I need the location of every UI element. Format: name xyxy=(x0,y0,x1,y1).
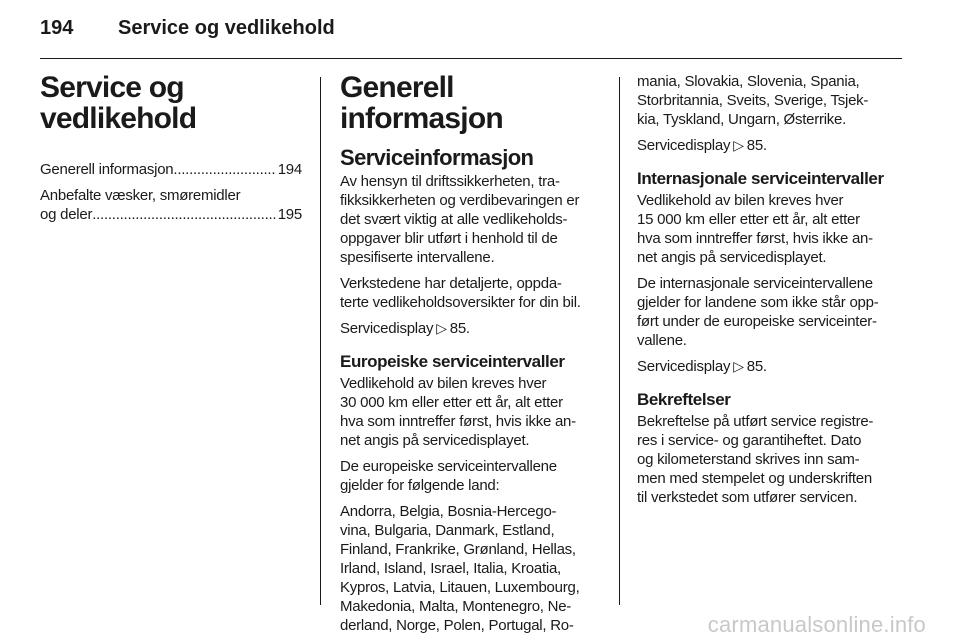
table-of-contents xyxy=(40,160,302,224)
country-list-continued: mania, Slovakia, Slovenia, Spania, Storbritannia, Sveits, Sverige, Tsjek- kia, Tyskland, Ungarn, Østerrike. xyxy=(637,73,869,128)
column-1 xyxy=(40,72,302,231)
paragraph: Av hensyn til driftssikkerheten, tra- fikksikkerheten og verdibevaringen er det svært viktig at alle vedlikeholds- oppgaver blir utført i henhold til de spesifiserte intervallene. xyxy=(340,173,580,266)
toc-leader xyxy=(173,160,275,179)
section-heading-general: Generell informasjon xyxy=(340,71,503,135)
subheading-service-info: Serviceinformasjon xyxy=(340,145,534,170)
toc-page: 195 xyxy=(277,206,302,223)
column-divider-1 xyxy=(320,77,321,605)
page-header xyxy=(40,14,902,42)
triangle-right-icon: ▷ xyxy=(733,137,744,153)
paragraph: De europeiske serviceintervallene gjelder for følgende land: xyxy=(340,458,557,494)
toc-leader xyxy=(92,205,276,224)
chapter-title: Service og vedlikehold xyxy=(118,17,335,39)
toc-entry-general-info[interactable]: Generell informasjon ..... 194 xyxy=(40,160,302,179)
xref-servicedisplay[interactable]: Servicedisplay ▷ 85. xyxy=(637,358,767,375)
triangle-right-icon: ▷ xyxy=(733,358,744,374)
page-number: 194 xyxy=(40,17,74,39)
paragraph: Vedlikehold av bilen kreves hver 30 000 km eller etter ett år, alt etter hva som inntreffer først, hvis ikke an- net angis på servicedisplayet. xyxy=(340,375,576,449)
country-list: Andorra, Belgia, Bosnia-Hercego- vina, Bulgaria, Danmark, Estland, Finland, Frankrike, Grønland, Hellas, Irland, Island, Israel, Italia, Kroatia, Kypros, Latvia, Litauen, Luxembourg, Makedonia, Malta, Montenegro, Ne- derland, Norge, Polen, Portugal, Ro- xyxy=(340,503,580,634)
paragraph: Bekreftelse på utført service registre- res i service- og garantiheftet. Dato og kilometerstand skrives inn sam- men med stempelet og underskriften til verkstedet som utfører servicen. xyxy=(637,413,874,506)
paragraph: De internasjonale serviceintervallene gjelder for landene som ikke står opp- ført under de europeiske serviceinter- vallene. xyxy=(637,275,879,349)
subheading-eu-intervals: Europeiske serviceintervaller xyxy=(340,352,565,371)
paragraph: Verkstedene har detaljerte, oppda- terte vedlikeholdsoversikter for din bil. xyxy=(340,275,581,311)
triangle-right-icon: ▷ xyxy=(436,320,447,336)
xref-servicedisplay[interactable]: Servicedisplay ▷ 85. xyxy=(637,137,767,154)
column-3 xyxy=(637,72,900,514)
header-rule xyxy=(40,58,902,59)
column-divider-2 xyxy=(619,77,620,605)
chapter-heading: Service og vedlikehold xyxy=(40,71,197,135)
toc-entry-fluids[interactable]: Anbefalte væsker, smøremidler og deler ..... 195 xyxy=(40,186,302,224)
toc-page: 194 xyxy=(277,161,302,178)
subheading-intl-intervals: Internasjonale serviceintervaller xyxy=(637,169,884,188)
xref-servicedisplay[interactable]: Servicedisplay ▷ 85. xyxy=(340,320,470,337)
column-2 xyxy=(340,72,602,642)
paragraph: Vedlikehold av bilen kreves hver 15 000 km eller etter ett år, alt etter hva som inntreffer først, hvis ikke an- net angis på servicedisplayet. xyxy=(637,192,873,266)
subheading-confirmations: Bekreftelser xyxy=(637,390,731,409)
watermark: carmanualsonline.info xyxy=(707,612,926,637)
